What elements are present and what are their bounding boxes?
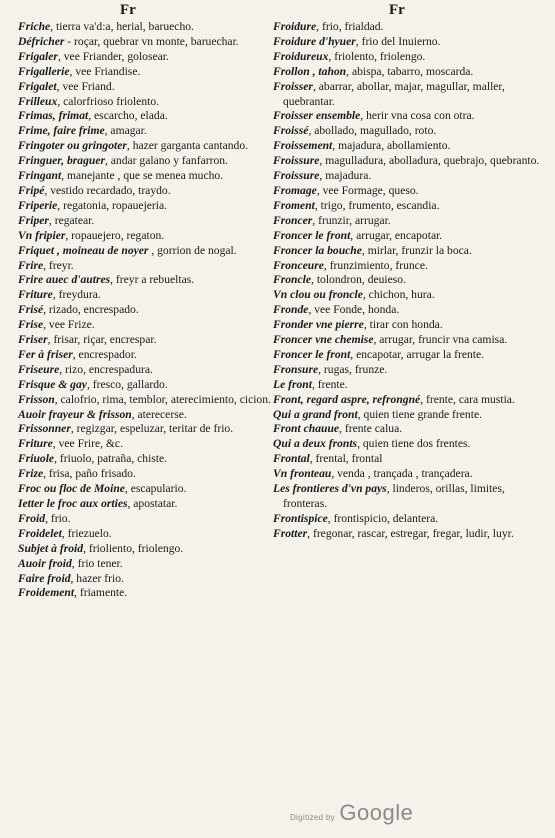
dictionary-entry <box>18 363 288 378</box>
digitized-watermark <box>290 800 413 826</box>
dictionary-entry <box>18 154 288 169</box>
entry-translation: , quien tiene dos frentes. <box>357 437 471 451</box>
entry-headword: Friperie <box>18 198 58 212</box>
entry-headword: Faire froid <box>18 571 71 585</box>
entry-headword: Frire <box>18 258 44 272</box>
dictionary-entry <box>18 20 288 35</box>
entry-translation: , frisa, paño frisado. <box>43 467 136 481</box>
entry-translation: , friolento, friolengo. <box>328 49 426 63</box>
entry-translation: , apostatar. <box>127 497 178 510</box>
entry-translation: , tolondron, deuieso. <box>311 273 407 287</box>
entry-headword: Frigallerie <box>18 64 70 78</box>
entry-translation: , vee Fonde, honda. <box>308 303 400 317</box>
entry-headword: Froncer la bouche <box>273 243 362 257</box>
entry-translation: , frunzimiento, frunce. <box>323 258 428 272</box>
entry-translation: , arrugar, encapotar. <box>350 228 443 242</box>
entry-translation: , escapulario. <box>124 482 187 496</box>
entry-headword: Froment <box>273 198 315 212</box>
dictionary-entry <box>273 408 543 423</box>
entry-translation: , frente. <box>311 377 348 391</box>
entry-translation: , frio tener. <box>71 556 123 570</box>
dictionary-entry <box>18 95 288 110</box>
entry-headword: Friche <box>18 20 51 33</box>
entry-headword: Frisson <box>18 392 55 406</box>
dictionary-entry <box>18 35 288 50</box>
entry-translation: , frunzir, arrugar. <box>312 213 391 227</box>
entry-translation: , tirar con honda. <box>363 318 443 332</box>
entry-translation: , amagar. <box>104 124 147 138</box>
entry-translation: , freyr a rebueltas. <box>110 273 195 287</box>
dictionary-entry <box>18 422 288 437</box>
entry-translation: , frisar, riçar, encrespar. <box>47 333 157 347</box>
entry-headword: Froissure <box>273 169 320 183</box>
entry-headword: Frime, faire frime <box>18 124 105 138</box>
dictionary-entry <box>273 184 543 199</box>
dictionary-entry <box>18 348 288 363</box>
entry-headword: Fronsure <box>273 362 319 376</box>
entry-translation: , frio del Inuierno. <box>355 34 441 48</box>
dictionary-entry <box>273 363 543 378</box>
dictionary-entry <box>273 35 543 50</box>
dictionary-entry <box>273 318 543 333</box>
entry-headword: Fringant <box>18 169 62 183</box>
dictionary-entry <box>18 408 288 423</box>
entry-headword: Frigaler <box>18 49 58 63</box>
entry-headword: Vn clou ou froncle <box>273 288 363 302</box>
entry-headword: Qui a grand front <box>273 407 358 421</box>
dictionary-entry <box>18 586 288 601</box>
dictionary-entry <box>18 557 288 572</box>
entry-headword: Fronceure <box>273 258 324 272</box>
entry-translation: , frente calua. <box>339 422 403 436</box>
dictionary-entry <box>18 229 288 244</box>
entry-headword: Fripé <box>18 183 45 197</box>
dictionary-entry <box>273 214 543 229</box>
dictionary-entry <box>273 527 543 542</box>
entry-headword: Froidement <box>18 586 75 600</box>
entry-translation: , regatear. <box>48 213 95 227</box>
entry-headword: Frisé <box>18 303 44 317</box>
dictionary-entry <box>18 527 288 542</box>
entry-headword: Auoir froid <box>18 556 72 570</box>
entry-headword: Froissé <box>273 124 309 138</box>
dictionary-entry <box>273 109 543 124</box>
entry-translation: , majadura. <box>319 169 372 183</box>
dictionary-entry <box>273 169 543 184</box>
entry-headword: Frontispice <box>273 511 328 525</box>
entry-translation: - roçar, quebrar vn monte, baruechar. <box>64 34 239 48</box>
dictionary-entry <box>18 497 288 512</box>
dictionary-entry <box>18 139 288 154</box>
entry-headword: Fringoter ou gringoter <box>18 139 127 153</box>
entry-translation: , regizgar, espeluzar, teritar de frio. <box>70 422 234 436</box>
entry-translation: , gorrion de nogal. <box>148 243 237 257</box>
entry-translation: , andar galano y fanfarron. <box>104 154 228 168</box>
dictionary-entry <box>18 542 288 557</box>
entry-translation: , calorfrioso friolento. <box>57 94 160 108</box>
entry-translation: , fresco, gallardo. <box>86 377 168 391</box>
entry-translation: , aterecerse. <box>131 407 187 421</box>
dictionary-entry <box>273 303 543 318</box>
entry-headword: Friper <box>18 213 49 227</box>
entry-headword: Froc ou floc de Moine <box>18 482 125 496</box>
entry-translation: , manejante , que se menea mucho. <box>61 169 224 183</box>
dictionary-entry <box>273 512 543 527</box>
entry-translation: , hazer garganta cantando. <box>126 139 249 153</box>
dictionary-entry <box>273 422 543 437</box>
entry-translation: , encapotar, arrugar la frente. <box>350 347 485 361</box>
entry-translation: , vee Friandise. <box>69 64 141 78</box>
dictionary-entry <box>273 452 543 467</box>
entry-headword: Froidureux <box>273 49 329 63</box>
entry-translation: , friamente. <box>74 586 128 600</box>
entry-headword: Froissement <box>273 139 333 153</box>
dictionary-entry <box>18 318 288 333</box>
entry-headword: Frilleux <box>18 94 58 108</box>
entry-headword: Froidelet <box>18 526 62 540</box>
entry-translation: , herir vna cosa con otra. <box>360 109 475 123</box>
dictionary-entry <box>273 80 543 110</box>
entry-translation: , arrugar, fruncir vna camisa. <box>373 333 508 347</box>
dictionary-entry <box>18 393 288 408</box>
dictionary-entry <box>273 20 543 35</box>
dictionary-entry <box>18 184 288 199</box>
entry-headword: Froidure d'hyuer <box>273 34 356 48</box>
entry-translation: , mirlar, frunzir la boca. <box>361 243 472 257</box>
entry-headword: Froncer vne chemise <box>273 333 374 347</box>
entry-translation: , friuolo, patraña, chiste. <box>54 452 168 466</box>
entry-translation: , vee Frire, &c. <box>52 437 123 451</box>
dictionary-entry <box>18 512 288 527</box>
dictionary-entry <box>18 214 288 229</box>
entry-headword: Frissonner <box>18 422 71 436</box>
entry-headword: Auoir frayeur & frisson <box>18 407 132 421</box>
entry-translation: , chichon, hura. <box>362 288 435 302</box>
entry-headword: Front, regard aspre, refrongné <box>273 392 421 406</box>
dictionary-entry <box>273 244 543 259</box>
entry-headword: Défricher <box>18 34 65 48</box>
dictionary-entry <box>18 333 288 348</box>
entry-headword: Ietter le froc aux orties <box>18 497 128 510</box>
entry-headword: Frise <box>18 318 44 332</box>
entry-translation: , rizo, encrespadura. <box>59 362 153 376</box>
entry-headword: Froidure <box>273 20 317 33</box>
entry-headword: Friture <box>18 437 53 451</box>
entry-headword: Friuole <box>18 452 55 466</box>
dictionary-entry <box>18 378 288 393</box>
dictionary-entry <box>273 229 543 244</box>
dictionary-entry <box>18 452 288 467</box>
entry-headword: Friser <box>18 333 48 347</box>
entry-headword: Fringuer, braguer <box>18 154 105 168</box>
dictionary-entry <box>18 124 288 139</box>
entry-headword: Frontal <box>273 452 310 466</box>
entry-headword: Frollon , tahon <box>273 64 347 78</box>
entry-headword: Subjet à froid <box>18 541 84 555</box>
entry-translation: , abispa, tabarro, moscarda. <box>346 64 474 78</box>
entry-translation: , abollado, magullado, roto. <box>308 124 437 138</box>
entry-headword: Frire auec d'autres <box>18 273 111 287</box>
entry-translation: , rizado, encrespado. <box>43 303 139 317</box>
entry-headword: Front chauue <box>273 422 340 436</box>
entry-translation: , calofrio, rima, temblor, aterecimiento, cicion. <box>54 392 271 406</box>
entry-headword: Le front <box>273 377 312 391</box>
entry-headword: Froissure <box>273 154 320 168</box>
watermark-logo: Google <box>339 800 414 825</box>
entry-headword: Froisser ensemble <box>273 109 361 123</box>
dictionary-entry <box>18 259 288 274</box>
entry-headword: Friquet , moineau de noyer <box>18 243 149 257</box>
page-header-left: Fr <box>120 2 136 18</box>
entry-translation: , frio, frialdad. <box>316 20 384 33</box>
entry-translation: , abarrar, abollar, majar, magullar, maller, quebrantar. <box>283 79 505 108</box>
dictionary-entry <box>18 288 288 303</box>
entry-headword: Friseure <box>18 362 60 376</box>
dictionary-entry <box>273 259 543 274</box>
entry-translation: , fregonar, rascar, estregar, fregar, ludir, luyr. <box>307 526 514 540</box>
dictionary-entry <box>273 348 543 363</box>
entry-headword: Friture <box>18 288 53 302</box>
entry-headword: Les frontieres d'vn pays <box>273 482 387 496</box>
dictionary-entry <box>18 273 288 288</box>
page-header-right: Fr <box>389 2 405 18</box>
dictionary-entry <box>273 50 543 65</box>
entry-headword: Frize <box>18 467 44 481</box>
dictionary-entry <box>18 437 288 452</box>
entry-headword: Fronder vne pierre <box>273 318 364 332</box>
dictionary-entry <box>273 273 543 288</box>
dictionary-entry <box>18 80 288 95</box>
entry-translation: , vee Frize. <box>43 318 95 332</box>
entry-translation: , regatonia, ropauejeria. <box>57 198 168 212</box>
entry-translation: , encrespador. <box>72 347 137 361</box>
dictionary-entry <box>18 50 288 65</box>
entry-headword: Qui a deux fronts <box>273 437 358 451</box>
dictionary-entry <box>273 393 543 408</box>
right-column <box>273 20 543 542</box>
entry-translation: , ropauejero, regaton. <box>65 228 165 242</box>
dictionary-entry <box>273 482 543 512</box>
entry-headword: Froid <box>18 511 46 525</box>
entry-translation: , hazer frio. <box>70 571 124 585</box>
dictionary-entry <box>18 482 288 497</box>
dictionary-entry <box>18 244 288 259</box>
dictionary-entry <box>18 199 288 214</box>
dictionary-entry <box>273 333 543 348</box>
entry-translation: , rugas, frunze. <box>318 362 388 376</box>
entry-translation: , trigo, frumento, escandia. <box>314 198 440 212</box>
entry-headword: Frisque & gay <box>18 377 87 391</box>
dictionary-entry <box>273 437 543 452</box>
entry-translation: , frontispicio, delantera. <box>327 511 439 525</box>
entry-translation: , vee Friand. <box>56 79 115 93</box>
entry-headword: Froncer le front <box>273 228 351 242</box>
entry-headword: Vn fripier <box>18 228 66 242</box>
entry-translation: , frente, cara mustia. <box>420 392 515 406</box>
dictionary-entry <box>273 154 543 169</box>
dictionary-entry <box>273 288 543 303</box>
dictionary-entry <box>18 303 288 318</box>
entry-translation: , linderos, orillas, limites, fronteras. <box>283 482 505 510</box>
entry-translation: , vestido recardado, traydo. <box>44 183 171 197</box>
entry-headword: Fer à friser <box>18 347 73 361</box>
entry-translation: , vee Friander, golosear. <box>57 49 169 63</box>
entry-headword: Froncer <box>273 213 313 227</box>
entry-headword: Frotter <box>273 526 308 540</box>
dictionary-entry <box>18 572 288 587</box>
entry-headword: Fronde <box>273 303 309 317</box>
entry-headword: Froisser <box>273 79 313 93</box>
entry-translation: , freyr. <box>43 258 74 272</box>
entry-translation: , quien tiene grande frente. <box>357 407 482 421</box>
dictionary-entry <box>273 65 543 80</box>
dictionary-entry <box>273 378 543 393</box>
dictionary-entry <box>18 467 288 482</box>
dictionary-entry <box>18 109 288 124</box>
dictionary-entry <box>18 65 288 80</box>
left-column <box>18 20 288 601</box>
entry-headword: Froncer le front <box>273 347 351 361</box>
dictionary-entry <box>18 169 288 184</box>
dictionary-entry <box>273 467 543 482</box>
entry-translation: , freydura. <box>52 288 101 302</box>
entry-translation: , vee Formage, queso. <box>316 183 419 197</box>
entry-headword: Vn fronteau <box>273 467 332 481</box>
entry-translation: , venda , trançada , trançadera. <box>331 467 473 481</box>
entry-headword: Frigalet <box>18 79 57 93</box>
entry-translation: , friezuelo. <box>61 526 112 540</box>
dictionary-entry <box>273 199 543 214</box>
watermark-prefix: Digitized by <box>290 813 335 822</box>
entry-translation: , escarcho, elada. <box>88 109 168 123</box>
dictionary-entry <box>273 139 543 154</box>
entry-headword: Froncle <box>273 273 312 287</box>
entry-translation: , frio. <box>45 511 71 525</box>
entry-headword: Fromage <box>273 183 317 197</box>
entry-translation: , majadura, abollamiento. <box>332 139 451 153</box>
entry-translation: , frioliento, friolengo. <box>83 541 184 555</box>
entry-translation: , frental, frontal <box>309 452 383 466</box>
entry-translation: , tierra va'd:a, herial, baruecho. <box>50 20 194 33</box>
entry-translation: , magulladura, abolladura, quebrajo, quebranto. <box>319 154 540 168</box>
dictionary-entry <box>273 124 543 139</box>
entry-headword: Frimas, frimat <box>18 109 89 123</box>
